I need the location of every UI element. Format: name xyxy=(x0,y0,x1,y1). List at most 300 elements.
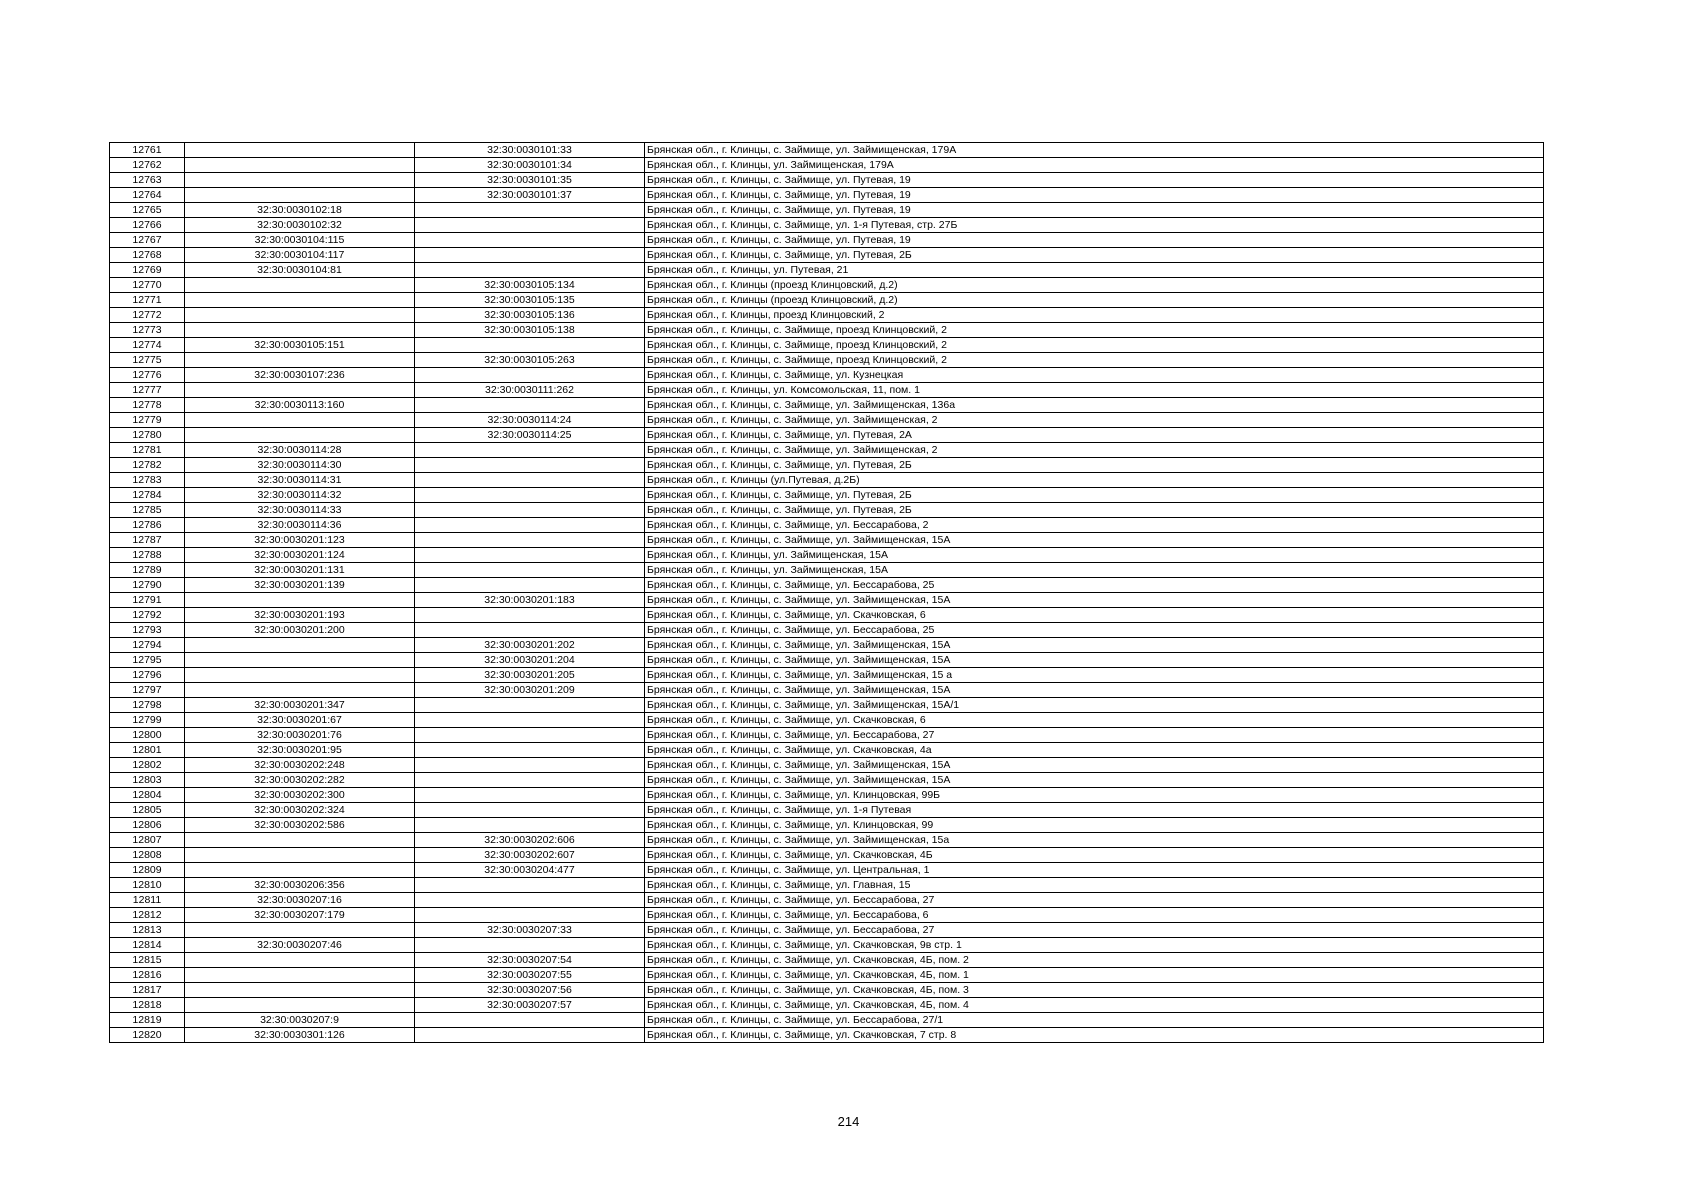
cadastral-number-alt-cell xyxy=(415,773,645,788)
cadastral-number-cell xyxy=(185,968,415,983)
cadastral-number-cell: 32:30:0030207:46 xyxy=(185,938,415,953)
row-number-cell: 12804 xyxy=(110,788,185,803)
row-number-cell: 12786 xyxy=(110,518,185,533)
cadastral-number-cell xyxy=(185,158,415,173)
table-row xyxy=(110,503,1544,518)
table-row xyxy=(110,158,1544,173)
table-row xyxy=(110,278,1544,293)
address-cell: Брянская обл., г. Клинцы, с. Займище, ул. Путевая, 2Б xyxy=(645,458,1544,473)
address-cell: Брянская обл., г. Клинцы, с. Займище, ул. Займищенская, 15А xyxy=(645,653,1544,668)
table-body xyxy=(110,143,1544,1043)
cadastral-number-alt-cell: 32:30:0030111:262 xyxy=(415,383,645,398)
cadastral-number-alt-cell xyxy=(415,1028,645,1043)
address-cell: Брянская обл., г. Клинцы, проезд Клинцовский, 2 xyxy=(645,308,1544,323)
row-number-cell: 12780 xyxy=(110,428,185,443)
cadastral-number-cell: 32:30:0030201:67 xyxy=(185,713,415,728)
cadastral-number-cell xyxy=(185,323,415,338)
cadastral-number-alt-cell xyxy=(415,233,645,248)
row-number-cell: 12763 xyxy=(110,173,185,188)
cadastral-number-cell xyxy=(185,848,415,863)
cadastral-number-cell: 32:30:0030201:123 xyxy=(185,533,415,548)
cadastral-number-cell: 32:30:0030201:124 xyxy=(185,548,415,563)
cadastral-number-alt-cell: 32:30:0030105:135 xyxy=(415,293,645,308)
cadastral-number-alt-cell: 32:30:0030207:55 xyxy=(415,968,645,983)
row-number-cell: 12818 xyxy=(110,998,185,1013)
address-cell: Брянская обл., г. Клинцы, с. Займище, ул. Скачковская, 7 стр. 8 xyxy=(645,1028,1544,1043)
address-cell: Брянская обл., г. Клинцы, с. Займище, ул. Путевая, 2Б xyxy=(645,488,1544,503)
cadastral-number-cell: 32:30:0030201:200 xyxy=(185,623,415,638)
table-row xyxy=(110,653,1544,668)
cadastral-number-alt-cell: 32:30:0030207:57 xyxy=(415,998,645,1013)
row-number-cell: 12800 xyxy=(110,728,185,743)
table-row xyxy=(110,308,1544,323)
row-number-cell: 12775 xyxy=(110,353,185,368)
row-number-cell: 12776 xyxy=(110,368,185,383)
row-number-cell: 12761 xyxy=(110,143,185,158)
address-cell: Брянская обл., г. Клинцы, с. Займище, ул. Путевая, 2Б xyxy=(645,248,1544,263)
address-cell: Брянская обл., г. Клинцы, с. Займище, ул. Займищенская, 136а xyxy=(645,398,1544,413)
address-cell: Брянская обл., г. Клинцы, с. Займище, ул. Скачковская, 4а xyxy=(645,743,1544,758)
table-row xyxy=(110,488,1544,503)
row-number-cell: 12808 xyxy=(110,848,185,863)
table-row xyxy=(110,848,1544,863)
row-number-cell: 12768 xyxy=(110,248,185,263)
address-cell: Брянская обл., г. Клинцы, с. Займище, ул. Путевая, 19 xyxy=(645,233,1544,248)
cadastral-number-alt-cell xyxy=(415,713,645,728)
cadastral-number-alt-cell xyxy=(415,803,645,818)
cadastral-number-alt-cell xyxy=(415,728,645,743)
row-number-cell: 12783 xyxy=(110,473,185,488)
row-number-cell: 12782 xyxy=(110,458,185,473)
page-number: 214 xyxy=(837,1114,860,1129)
cadastral-number-alt-cell xyxy=(415,548,645,563)
address-cell: Брянская обл., г. Клинцы, с. Займище, ул. Займищенская, 15А xyxy=(645,638,1544,653)
table-row xyxy=(110,773,1544,788)
row-number-cell: 12810 xyxy=(110,878,185,893)
address-cell: Брянская обл., г. Клинцы, с. Займище, ул. Займищенская, 15 а xyxy=(645,668,1544,683)
address-cell: Брянская обл., г. Клинцы, с. Займище, ул. Займищенская, 15А/1 xyxy=(645,698,1544,713)
cadastral-number-cell xyxy=(185,653,415,668)
row-number-cell: 12817 xyxy=(110,983,185,998)
address-cell: Брянская обл., г. Клинцы, ул. Займищенская, 179А xyxy=(645,158,1544,173)
row-number-cell: 12773 xyxy=(110,323,185,338)
address-cell: Брянская обл., г. Клинцы, с. Займище, ул. Займищенская, 15а xyxy=(645,833,1544,848)
cadastral-number-alt-cell: 32:30:0030101:33 xyxy=(415,143,645,158)
address-cell: Брянская обл., г. Клинцы, с. Займище, ул. Займищенская, 2 xyxy=(645,413,1544,428)
cadastral-number-cell xyxy=(185,383,415,398)
cadastral-number-alt-cell: 32:30:0030101:34 xyxy=(415,158,645,173)
address-cell: Брянская обл., г. Клинцы, с. Займище, ул. Скачковская, 6 xyxy=(645,713,1544,728)
cadastral-number-cell: 32:30:0030113:160 xyxy=(185,398,415,413)
table-row xyxy=(110,353,1544,368)
cadastral-number-alt-cell xyxy=(415,338,645,353)
cadastral-number-alt-cell xyxy=(415,578,645,593)
row-number-cell: 12819 xyxy=(110,1013,185,1028)
address-cell: Брянская обл., г. Клинцы, с. Займище, ул. Путевая, 2А xyxy=(645,428,1544,443)
row-number-cell: 12816 xyxy=(110,968,185,983)
table-row xyxy=(110,578,1544,593)
address-cell: Брянская обл., г. Клинцы, с. Займище, ул. Путевая, 19 xyxy=(645,203,1544,218)
cadastral-number-cell: 32:30:0030114:31 xyxy=(185,473,415,488)
row-number-cell: 12764 xyxy=(110,188,185,203)
cadastral-number-alt-cell: 32:30:0030207:33 xyxy=(415,923,645,938)
cadastral-number-cell xyxy=(185,638,415,653)
address-cell: Брянская обл., г. Клинцы, с. Займище, ул. Бессарабова, 25 xyxy=(645,623,1544,638)
address-cell: Брянская обл., г. Клинцы, с. Займище, ул. Бессарабова, 27 xyxy=(645,728,1544,743)
cadastral-number-alt-cell xyxy=(415,698,645,713)
cadastral-number-cell: 32:30:0030201:76 xyxy=(185,728,415,743)
cadastral-number-cell: 32:30:0030102:18 xyxy=(185,203,415,218)
cadastral-number-alt-cell xyxy=(415,563,645,578)
table-row xyxy=(110,818,1544,833)
table-row xyxy=(110,1013,1544,1028)
cadastral-number-cell: 32:30:0030104:81 xyxy=(185,263,415,278)
cadastral-number-alt-cell: 32:30:0030105:134 xyxy=(415,278,645,293)
address-cell: Брянская обл., г. Клинцы, с. Займище, ул. Займищенская, 15А xyxy=(645,533,1544,548)
cadastral-number-cell xyxy=(185,668,415,683)
address-cell: Брянская обл., г. Клинцы, ул. Займищенская, 15А xyxy=(645,563,1544,578)
row-number-cell: 12779 xyxy=(110,413,185,428)
address-cell: Брянская обл., г. Клинцы, с. Займище, ул. Путевая, 19 xyxy=(645,188,1544,203)
cadastral-number-cell: 32:30:0030206:356 xyxy=(185,878,415,893)
cadastral-number-cell: 32:30:0030202:300 xyxy=(185,788,415,803)
row-number-cell: 12796 xyxy=(110,668,185,683)
cadastral-number-alt-cell: 32:30:0030202:607 xyxy=(415,848,645,863)
row-number-cell: 12765 xyxy=(110,203,185,218)
row-number-cell: 12788 xyxy=(110,548,185,563)
cadastral-number-alt-cell: 32:30:0030201:202 xyxy=(415,638,645,653)
cadastral-number-cell xyxy=(185,683,415,698)
cadastral-number-cell xyxy=(185,998,415,1013)
cadastral-number-alt-cell xyxy=(415,443,645,458)
row-number-cell: 12785 xyxy=(110,503,185,518)
table-row xyxy=(110,398,1544,413)
address-cell: Брянская обл., г. Клинцы, с. Займище, ул. Скачковская, 4Б, пом. 3 xyxy=(645,983,1544,998)
cadastral-number-cell: 32:30:0030114:32 xyxy=(185,488,415,503)
cadastral-number-cell: 32:30:0030201:139 xyxy=(185,578,415,593)
address-cell: Брянская обл., г. Клинцы, с. Займище, ул. Скачковская, 6 xyxy=(645,608,1544,623)
cadastral-number-alt-cell xyxy=(415,788,645,803)
cadastral-number-cell: 32:30:0030107:236 xyxy=(185,368,415,383)
address-cell: Брянская обл., г. Клинцы, с. Займище, проезд Клинцовский, 2 xyxy=(645,338,1544,353)
cadastral-number-cell xyxy=(185,143,415,158)
table-row xyxy=(110,338,1544,353)
table-row xyxy=(110,593,1544,608)
table-row xyxy=(110,743,1544,758)
row-number-cell: 12806 xyxy=(110,818,185,833)
address-cell: Брянская обл., г. Клинцы, с. Займище, ул. Скачковская, 4Б, пом. 2 xyxy=(645,953,1544,968)
row-number-cell: 12814 xyxy=(110,938,185,953)
table-row xyxy=(110,788,1544,803)
address-cell: Брянская обл., г. Клинцы, с. Займище, ул. Займищенская, 15А xyxy=(645,593,1544,608)
table-row xyxy=(110,683,1544,698)
table-row xyxy=(110,833,1544,848)
table-row xyxy=(110,458,1544,473)
row-number-cell: 12787 xyxy=(110,533,185,548)
cadastral-number-alt-cell xyxy=(415,893,645,908)
cadastral-number-alt-cell xyxy=(415,908,645,923)
cadastral-number-alt-cell xyxy=(415,218,645,233)
table-row xyxy=(110,623,1544,638)
row-number-cell: 12797 xyxy=(110,683,185,698)
table-row xyxy=(110,218,1544,233)
cadastral-number-alt-cell xyxy=(415,623,645,638)
cadastral-number-alt-cell xyxy=(415,398,645,413)
table-row xyxy=(110,368,1544,383)
row-number-cell: 12799 xyxy=(110,713,185,728)
address-cell: Брянская обл., г. Клинцы (проезд Клинцовский, д.2) xyxy=(645,278,1544,293)
table-row xyxy=(110,428,1544,443)
cadastral-number-alt-cell xyxy=(415,878,645,893)
table-row xyxy=(110,893,1544,908)
address-cell: Брянская обл., г. Клинцы, с. Займище, ул. Путевая, 19 xyxy=(645,173,1544,188)
cadastral-number-alt-cell xyxy=(415,263,645,278)
address-cell: Брянская обл., г. Клинцы, с. Займище, проезд Клинцовский, 2 xyxy=(645,323,1544,338)
table-row xyxy=(110,863,1544,878)
row-number-cell: 12805 xyxy=(110,803,185,818)
table-row xyxy=(110,203,1544,218)
cadastral-number-alt-cell: 32:30:0030105:263 xyxy=(415,353,645,368)
row-number-cell: 12778 xyxy=(110,398,185,413)
address-cell: Брянская обл., г. Клинцы (ул.Путевая, д.2Б) xyxy=(645,473,1544,488)
cadastral-number-cell: 32:30:0030201:95 xyxy=(185,743,415,758)
row-number-cell: 12795 xyxy=(110,653,185,668)
cadastral-number-cell xyxy=(185,833,415,848)
cadastral-number-alt-cell xyxy=(415,248,645,263)
table-row xyxy=(110,518,1544,533)
cadastral-number-alt-cell: 32:30:0030114:24 xyxy=(415,413,645,428)
cadastral-number-alt-cell xyxy=(415,743,645,758)
address-cell: Брянская обл., г. Клинцы, с. Займище, проезд Клинцовский, 2 xyxy=(645,353,1544,368)
cadastral-number-cell: 32:30:0030202:324 xyxy=(185,803,415,818)
table-row xyxy=(110,248,1544,263)
address-cell: Брянская обл., г. Клинцы, с. Займище, ул. Займищенская, 179А xyxy=(645,143,1544,158)
row-number-cell: 12770 xyxy=(110,278,185,293)
table-row xyxy=(110,878,1544,893)
row-number-cell: 12789 xyxy=(110,563,185,578)
cadastral-number-cell: 32:30:0030105:151 xyxy=(185,338,415,353)
cadastral-number-cell xyxy=(185,428,415,443)
cadastral-number-cell: 32:30:0030301:126 xyxy=(185,1028,415,1043)
row-number-cell: 12790 xyxy=(110,578,185,593)
cadastral-number-alt-cell xyxy=(415,1013,645,1028)
address-cell: Брянская обл., г. Клинцы, ул. Комсомольская, 11, пом. 1 xyxy=(645,383,1544,398)
row-number-cell: 12774 xyxy=(110,338,185,353)
address-cell: Брянская обл., г. Клинцы, с. Займище, ул. Бессарабова, 27/1 xyxy=(645,1013,1544,1028)
table-row xyxy=(110,563,1544,578)
row-number-cell: 12762 xyxy=(110,158,185,173)
table-row xyxy=(110,443,1544,458)
cadastral-number-cell: 32:30:0030102:32 xyxy=(185,218,415,233)
address-cell: Брянская обл., г. Клинцы, с. Займище, ул. Бессарабова, 25 xyxy=(645,578,1544,593)
cadastral-number-alt-cell: 32:30:0030204:477 xyxy=(415,863,645,878)
cadastral-number-alt-cell xyxy=(415,518,645,533)
address-cell: Брянская обл., г. Клинцы, с. Займище, ул. Скачковская, 4Б xyxy=(645,848,1544,863)
table-row xyxy=(110,953,1544,968)
row-number-cell: 12781 xyxy=(110,443,185,458)
address-cell: Брянская обл., г. Клинцы, с. Займище, ул. Главная, 15 xyxy=(645,878,1544,893)
row-number-cell: 12769 xyxy=(110,263,185,278)
cadastral-number-alt-cell xyxy=(415,758,645,773)
row-number-cell: 12809 xyxy=(110,863,185,878)
cadastral-number-cell xyxy=(185,293,415,308)
cadastral-table xyxy=(109,142,1544,1043)
table-row xyxy=(110,143,1544,158)
cadastral-number-alt-cell: 32:30:0030202:606 xyxy=(415,833,645,848)
cadastral-number-alt-cell: 32:30:0030101:37 xyxy=(415,188,645,203)
table-row xyxy=(110,713,1544,728)
cadastral-number-alt-cell xyxy=(415,458,645,473)
table-row xyxy=(110,638,1544,653)
cadastral-number-cell xyxy=(185,863,415,878)
address-cell: Брянская обл., г. Клинцы, ул. Путевая, 21 xyxy=(645,263,1544,278)
address-cell: Брянская обл., г. Клинцы, ул. Займищенская, 15А xyxy=(645,548,1544,563)
row-number-cell: 12812 xyxy=(110,908,185,923)
cadastral-number-cell xyxy=(185,188,415,203)
cadastral-number-alt-cell xyxy=(415,473,645,488)
cadastral-number-alt-cell: 32:30:0030201:204 xyxy=(415,653,645,668)
table-row xyxy=(110,383,1544,398)
table-row xyxy=(110,908,1544,923)
cadastral-number-alt-cell: 32:30:0030207:54 xyxy=(415,953,645,968)
cadastral-number-cell: 32:30:0030207:9 xyxy=(185,1013,415,1028)
cadastral-number-cell: 32:30:0030201:131 xyxy=(185,563,415,578)
cadastral-number-alt-cell xyxy=(415,938,645,953)
address-cell: Брянская обл., г. Клинцы, с. Займище, ул. Бессарабова, 2 xyxy=(645,518,1544,533)
cadastral-number-alt-cell: 32:30:0030201:205 xyxy=(415,668,645,683)
cadastral-number-cell xyxy=(185,173,415,188)
table-row xyxy=(110,998,1544,1013)
cadastral-number-cell: 32:30:0030202:248 xyxy=(185,758,415,773)
cadastral-number-cell: 32:30:0030114:28 xyxy=(185,443,415,458)
cadastral-number-cell: 32:30:0030201:193 xyxy=(185,608,415,623)
address-cell: Брянская обл., г. Клинцы, с. Займище, ул. Займищенская, 15А xyxy=(645,773,1544,788)
table-row xyxy=(110,323,1544,338)
cadastral-number-cell xyxy=(185,413,415,428)
address-cell: Брянская обл., г. Клинцы, с. Займище, ул. Путевая, 2Б xyxy=(645,503,1544,518)
cadastral-number-cell: 32:30:0030201:347 xyxy=(185,698,415,713)
address-cell: Брянская обл., г. Клинцы, с. Займище, ул. Клинцовская, 99 xyxy=(645,818,1544,833)
table-row xyxy=(110,533,1544,548)
address-cell: Брянская обл., г. Клинцы, с. Займище, ул. Займищенская, 15А xyxy=(645,758,1544,773)
cadastral-number-alt-cell: 32:30:0030101:35 xyxy=(415,173,645,188)
address-cell: Брянская обл., г. Клинцы, с. Займище, ул. 1-я Путевая xyxy=(645,803,1544,818)
cadastral-number-alt-cell: 32:30:0030201:209 xyxy=(415,683,645,698)
table-row xyxy=(110,968,1544,983)
row-number-cell: 12777 xyxy=(110,383,185,398)
table-row xyxy=(110,698,1544,713)
table-row xyxy=(110,173,1544,188)
cadastral-number-alt-cell: 32:30:0030114:25 xyxy=(415,428,645,443)
cadastral-number-cell: 32:30:0030202:282 xyxy=(185,773,415,788)
cadastral-number-cell: 32:30:0030114:36 xyxy=(185,518,415,533)
row-number-cell: 12802 xyxy=(110,758,185,773)
cadastral-number-cell xyxy=(185,278,415,293)
address-cell: Брянская обл., г. Клинцы, с. Займище, ул. Скачковская, 4Б, пом. 4 xyxy=(645,998,1544,1013)
table-row xyxy=(110,233,1544,248)
table-row xyxy=(110,188,1544,203)
cadastral-number-cell: 32:30:0030207:16 xyxy=(185,893,415,908)
row-number-cell: 12820 xyxy=(110,1028,185,1043)
row-number-cell: 12813 xyxy=(110,923,185,938)
address-cell: Брянская обл., г. Клинцы, с. Займище, ул. Скачковская, 4Б, пом. 1 xyxy=(645,968,1544,983)
cadastral-number-cell xyxy=(185,593,415,608)
cadastral-number-alt-cell xyxy=(415,368,645,383)
address-cell: Брянская обл., г. Клинцы, с. Займище, ул. Бессарабова, 6 xyxy=(645,908,1544,923)
cadastral-number-alt-cell: 32:30:0030201:183 xyxy=(415,593,645,608)
cadastral-number-cell: 32:30:0030104:117 xyxy=(185,248,415,263)
address-cell: Брянская обл., г. Клинцы (проезд Клинцовский, д.2) xyxy=(645,293,1544,308)
cadastral-number-alt-cell xyxy=(415,533,645,548)
table-row xyxy=(110,548,1544,563)
row-number-cell: 12803 xyxy=(110,773,185,788)
row-number-cell: 12767 xyxy=(110,233,185,248)
table-row xyxy=(110,803,1544,818)
row-number-cell: 12798 xyxy=(110,698,185,713)
cadastral-number-cell xyxy=(185,308,415,323)
cadastral-number-alt-cell: 32:30:0030105:136 xyxy=(415,308,645,323)
table-row xyxy=(110,1028,1544,1043)
address-cell: Брянская обл., г. Клинцы, с. Займище, ул. Бессарабова, 27 xyxy=(645,893,1544,908)
cadastral-number-cell: 32:30:0030114:33 xyxy=(185,503,415,518)
cadastral-number-alt-cell xyxy=(415,608,645,623)
table-row xyxy=(110,263,1544,278)
cadastral-number-alt-cell xyxy=(415,503,645,518)
row-number-cell: 12766 xyxy=(110,218,185,233)
cadastral-number-cell: 32:30:0030104:115 xyxy=(185,233,415,248)
row-number-cell: 12792 xyxy=(110,608,185,623)
row-number-cell: 12772 xyxy=(110,308,185,323)
row-number-cell: 12811 xyxy=(110,893,185,908)
row-number-cell: 12807 xyxy=(110,833,185,848)
row-number-cell: 12801 xyxy=(110,743,185,758)
row-number-cell: 12784 xyxy=(110,488,185,503)
cadastral-number-cell: 32:30:0030207:179 xyxy=(185,908,415,923)
table-row xyxy=(110,983,1544,998)
table-row xyxy=(110,938,1544,953)
row-number-cell: 12791 xyxy=(110,593,185,608)
cadastral-number-cell xyxy=(185,923,415,938)
table-row xyxy=(110,608,1544,623)
address-cell: Брянская обл., г. Клинцы, с. Займище, ул. Скачковская, 9в стр. 1 xyxy=(645,938,1544,953)
cadastral-number-alt-cell xyxy=(415,818,645,833)
table-row xyxy=(110,758,1544,773)
row-number-cell: 12793 xyxy=(110,623,185,638)
table-row xyxy=(110,293,1544,308)
cadastral-number-cell: 32:30:0030114:30 xyxy=(185,458,415,473)
cadastral-number-cell xyxy=(185,953,415,968)
cadastral-number-cell: 32:30:0030202:586 xyxy=(185,818,415,833)
address-cell: Брянская обл., г. Клинцы, с. Займище, ул. Займищенская, 15А xyxy=(645,683,1544,698)
address-cell: Брянская обл., г. Клинцы, с. Займище, ул. Клинцовская, 99Б xyxy=(645,788,1544,803)
row-number-cell: 12794 xyxy=(110,638,185,653)
address-cell: Брянская обл., г. Клинцы, с. Займище, ул. Бессарабова, 27 xyxy=(645,923,1544,938)
cadastral-number-cell xyxy=(185,353,415,368)
table-row xyxy=(110,413,1544,428)
cadastral-number-cell xyxy=(185,983,415,998)
address-cell: Брянская обл., г. Клинцы, с. Займище, ул. Кузнецкая xyxy=(645,368,1544,383)
cadastral-number-alt-cell xyxy=(415,488,645,503)
cadastral-number-alt-cell xyxy=(415,203,645,218)
table-row xyxy=(110,473,1544,488)
address-cell: Брянская обл., г. Клинцы, с. Займище, ул. Займищенская, 2 xyxy=(645,443,1544,458)
table-row xyxy=(110,923,1544,938)
table-row xyxy=(110,728,1544,743)
table-row xyxy=(110,668,1544,683)
cadastral-number-alt-cell: 32:30:0030105:138 xyxy=(415,323,645,338)
row-number-cell: 12815 xyxy=(110,953,185,968)
address-cell: Брянская обл., г. Клинцы, с. Займище, ул. Центральная, 1 xyxy=(645,863,1544,878)
